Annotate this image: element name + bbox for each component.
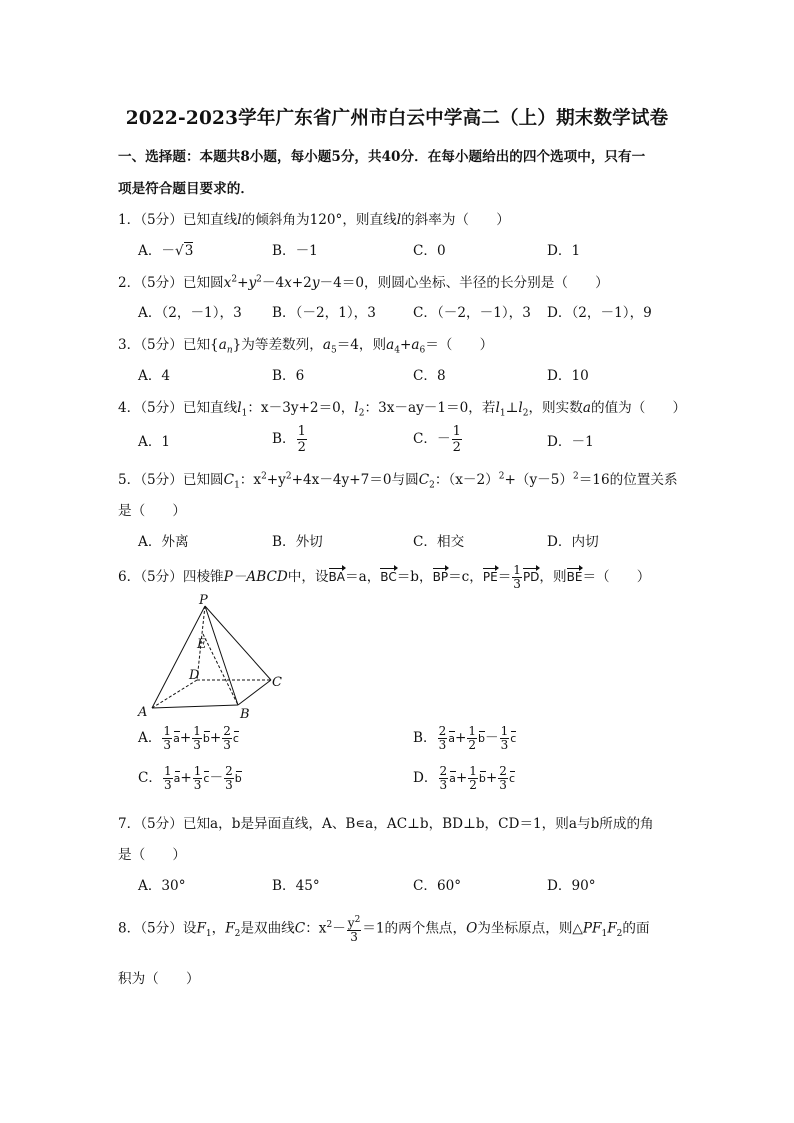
q4-option-b[interactable]: B． $\frac{1}{2}$ xyxy=(272,424,306,455)
question-7-line2: 是（ ） xyxy=(118,847,186,863)
term-vector: c xyxy=(510,732,517,745)
term-sign: + xyxy=(209,730,222,746)
q4-option-a[interactable]: A．1 xyxy=(138,434,171,450)
term-sign: + xyxy=(180,770,192,786)
term-vector: b xyxy=(478,772,486,785)
question-3: 3．（5分）已知$\{a_n\}$为等差数列，$a_5=4$，则$a_4+a_6=$（ ） xyxy=(118,337,494,356)
section-heading-line1: 一、选择题：本题共8小题，每小题5分，共40分．在每小题给出的四个选项中，只有一 xyxy=(118,149,646,165)
edge-PB xyxy=(205,606,238,705)
q2-option-b[interactable]: B．（－2，1），3 xyxy=(272,305,376,321)
pyramid-figure xyxy=(130,592,300,722)
q6-option-b[interactable]: B． $\frac{2}{3}$ a+ $\frac{1}{2}$ b－ $\frac{1}{3}$ c xyxy=(413,724,517,752)
section-heading-line2: 项是符合题目要求的． xyxy=(118,181,254,197)
term-coefficient: $\frac{1}{3}$ xyxy=(193,764,202,792)
q5-option-a[interactable]: A．外离 xyxy=(138,534,189,550)
q7-option-c[interactable]: C．60° xyxy=(413,878,462,894)
question-2: 2．（5分）已知圆$x^2+y^2-4x+2y-4=0$，则圆心坐标、半径的长分别是（ ） xyxy=(118,274,609,291)
term-coefficient: $\frac{2}{3}$ xyxy=(225,764,233,792)
term-coefficient: $\frac{2}{3}$ xyxy=(223,724,231,752)
term-vector: c xyxy=(232,732,239,745)
page-title: 2022-2023学年广东省广州市白云中学高二（上）期末数学试卷 xyxy=(125,108,669,129)
term-vector: a xyxy=(448,732,455,745)
edge-PC xyxy=(205,606,271,680)
q7-option-a[interactable]: A．30° xyxy=(138,878,186,894)
question-5-line2: 是（ ） xyxy=(118,503,186,519)
q6-option-a[interactable]: A． $\frac{1}{3}$ a+ $\frac{1}{3}$ b+ $\frac{2}{3}$ c xyxy=(138,724,239,752)
q5-option-d[interactable]: D．内切 xyxy=(547,534,599,550)
term-vector: c xyxy=(508,772,515,785)
q1-option-b[interactable]: B．－1 xyxy=(272,243,318,259)
label-B: B xyxy=(240,707,250,722)
question-5: 5．（5分）已知圆$C_1$：$x^2+y^2+4x-4y+7=0$与圆$C_2$：$(x-2)^2+(y-5)^2=16$的位置关系 xyxy=(118,471,678,491)
term-coefficient: $\frac{1}{2}$ xyxy=(468,724,477,752)
q1-option-a[interactable]: A．－√3 xyxy=(138,243,194,259)
q4-option-d[interactable]: D．－1 xyxy=(547,434,594,450)
term-coefficient: $\frac{1}{2}$ xyxy=(469,764,477,792)
label-D: D xyxy=(189,668,200,683)
q3-option-a[interactable]: A．4 xyxy=(138,368,171,384)
term-sign: + xyxy=(454,730,467,746)
question-8-line2: 积为（ ） xyxy=(118,971,200,987)
term-coefficient: $\frac{2}{3}$ xyxy=(439,764,448,792)
label-C: C xyxy=(272,675,282,690)
q4-option-c[interactable]: C．－ $\frac{1}{2}$ xyxy=(413,424,461,455)
label-E: E xyxy=(197,637,207,652)
edge-AB xyxy=(152,705,238,708)
term-vector: a xyxy=(173,772,181,785)
q1-option-c[interactable]: C．0 xyxy=(413,243,446,259)
term-vector: a xyxy=(173,732,180,745)
edge-BC xyxy=(238,680,271,705)
label-P: P xyxy=(199,593,208,608)
term-coefficient: $\frac{2}{3}$ xyxy=(438,724,447,752)
q7-option-b[interactable]: B．45° xyxy=(272,878,320,894)
q5-option-c[interactable]: C．相交 xyxy=(413,534,465,550)
term-coefficient: $\frac{1}{3}$ xyxy=(193,724,201,752)
segment-BE xyxy=(203,634,238,705)
term-sign: － xyxy=(209,770,224,786)
term-coefficient: $\frac{1}{3}$ xyxy=(163,724,172,752)
q3-option-b[interactable]: B．6 xyxy=(272,368,305,384)
term-vector: c xyxy=(203,772,210,785)
label-A: A xyxy=(138,705,148,720)
q6-option-d[interactable]: D． $\frac{2}{3}$ a+ $\frac{1}{2}$ b+ $\frac{2}{3}$ c xyxy=(413,764,515,792)
q2-option-c[interactable]: C．（－2，－1），3 xyxy=(413,305,531,321)
term-coefficient: $\frac{1}{3}$ xyxy=(164,764,172,792)
term-coefficient: $\frac{2}{3}$ xyxy=(499,764,507,792)
q2-option-d[interactable]: D．（2，－1），9 xyxy=(547,305,652,321)
q3-option-c[interactable]: C．8 xyxy=(413,368,446,384)
q2-option-a[interactable]: A．（2，－1），3 xyxy=(138,305,242,321)
question-1: 1．（5分）已知直线l的倾斜角为120°，则直线l的斜率为（ ） xyxy=(118,212,510,228)
edge-PA xyxy=(152,606,205,708)
term-sign: － xyxy=(485,730,499,746)
q6-option-c[interactable]: C． $\frac{1}{3}$ a+ $\frac{1}{3}$ c－ $\frac{2}{3}$ b xyxy=(138,764,242,792)
term-sign: + xyxy=(485,770,498,786)
term-coefficient: $\frac{1}{3}$ xyxy=(500,724,509,752)
term-vector: b xyxy=(234,772,242,785)
question-6: 6．（5分）四棱锥P－ABCD中，设BA＝a，BC＝b，BP＝c，PE＝ $\frac{1}{3}$ PD，则BE＝（ ） xyxy=(118,563,651,591)
term-sign: + xyxy=(179,730,192,746)
term-vector: b xyxy=(478,732,485,745)
question-4: 4．（5分）已知直线$l_1$：x－3y+2＝0，$l_2$：3x－ay－1＝0，若$l_1\perp l_2$，则实数a的值为（ ） xyxy=(118,400,687,419)
term-vector: b xyxy=(202,732,210,745)
q5-option-b[interactable]: B．外切 xyxy=(272,534,323,550)
q1-option-d[interactable]: D．1 xyxy=(547,243,581,259)
question-8: 8．（5分）设$F_1$，$F_2$是双曲线C：$x^2-$ $\frac{y^2}{3}$ ＝1的两个焦点，O为坐标原点，则$\triangle PF_1F_2$的面 xyxy=(118,915,650,944)
question-7: 7．（5分）已知a，b是异面直线，A、B∊a，AC⊥b，BD⊥b，CD＝1，则a与b所成的角 xyxy=(118,816,654,832)
q7-option-d[interactable]: D．90° xyxy=(547,878,596,894)
term-sign: + xyxy=(455,770,468,786)
term-vector: a xyxy=(449,772,456,785)
q3-option-d[interactable]: D．10 xyxy=(547,368,589,384)
